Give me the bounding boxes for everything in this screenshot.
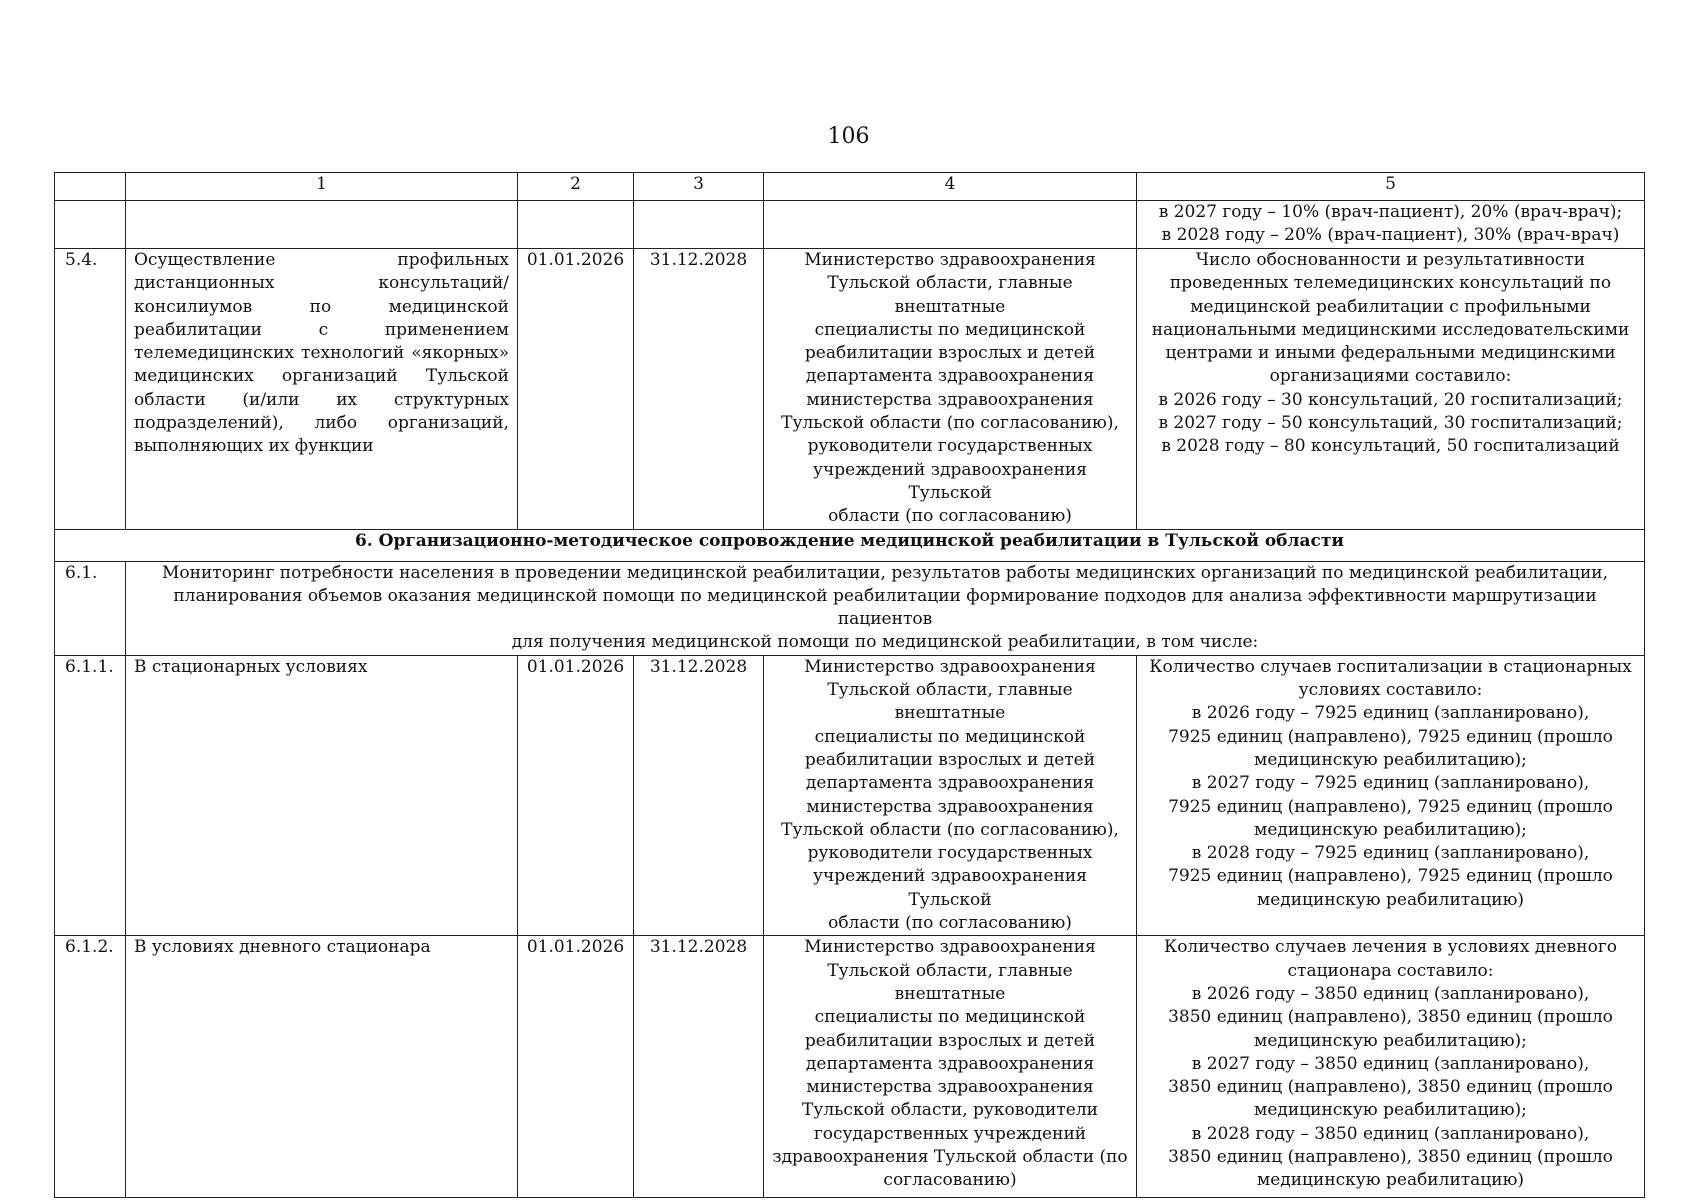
text-line: департамента здравоохранения [805, 366, 1095, 387]
text-line: области (по согласованию) [828, 913, 1072, 934]
text-line: Тульской области, главные внештатные [827, 680, 1073, 724]
text-line: министерства здравоохранения [806, 796, 1094, 817]
text-line: 7925 единиц (направлено), 7925 единиц (прошло [1168, 866, 1613, 887]
column-header-0 [55, 173, 126, 201]
text-line: медицинских организаций Тульской [134, 366, 509, 387]
column-header-4: 4 [764, 173, 1137, 201]
text-line: Тульской области (по согласованию), [781, 819, 1119, 840]
text-line: условиях составило: [1298, 680, 1483, 701]
text-line: учреждений здравоохранения Тульской [813, 866, 1087, 910]
result-cell [1137, 249, 1645, 530]
text-line: департамента здравоохранения [805, 1053, 1095, 1074]
section-title: 6. Организационно-методическое сопровождение медицинской реабилитации в Тульской области [55, 529, 1645, 561]
text-line: Тульской области, главные внештатные [827, 960, 1073, 1004]
table-row-5-4 [55, 249, 1645, 530]
text-line: в 2028 году – 80 консультаций, 50 госпитализаций [1161, 436, 1620, 457]
text-line: для получения медицинской помощи по медицинской реабилитации, в том числе: [511, 632, 1259, 653]
text-line: реабилитации с применением [134, 319, 509, 340]
text-line: специалисты по медицинской [814, 726, 1086, 747]
text-line: стационара составило: [1287, 960, 1494, 981]
text-line: медицинскую реабилитацию); [1254, 1100, 1527, 1121]
table-row-6-1 [55, 561, 1645, 655]
text-line: Осуществление профильных [134, 250, 509, 270]
text-line: руководители государственных [807, 436, 1093, 457]
responsible-cell [764, 936, 1137, 1198]
end-date: 31.12.2028 [634, 655, 764, 936]
row-number: 5.4. [55, 249, 126, 530]
text-line: Число обоснованности и результативности [1195, 250, 1586, 270]
text-line: руководители государственных [807, 843, 1093, 864]
text-line: 3850 единиц (направлено), 3850 единиц (прошло [1168, 1146, 1613, 1167]
text-line: в 2027 году – 10% (врач-пациент), 20% (врач-врач); [1158, 202, 1623, 222]
text-line: в 2027 году – 7925 единиц (запланировано), [1191, 773, 1590, 794]
text-line: Тульской области (по согласованию), [781, 413, 1119, 434]
text-line: департамента здравоохранения [805, 773, 1095, 794]
row-number: 6.1.1. [55, 655, 126, 936]
text-line: специалисты по медицинской [814, 1007, 1086, 1028]
row-number: 6.1. [55, 561, 126, 655]
text-line: Количество случаев лечения в условиях дневного [1164, 937, 1617, 958]
text-line: консилиумов по медицинской [134, 296, 509, 317]
text-line: Количество случаев госпитализации в стационарных [1149, 656, 1632, 677]
text-line: в 2026 году – 3850 единиц (запланировано), [1191, 983, 1590, 1004]
text-line: министерства здравоохранения [806, 1077, 1094, 1098]
start-date: 01.01.2026 [518, 655, 634, 936]
text-line: медицинскую реабилитацию); [1254, 819, 1527, 840]
result-cell [1137, 936, 1645, 1198]
text-line: дистанционных консультаций/ [134, 273, 509, 294]
column-header-row [55, 173, 1645, 201]
text-line: Тульской области, руководители [802, 1100, 1098, 1121]
text-line: Тульской области, главные внештатные [827, 273, 1073, 317]
text-line: медицинскую реабилитацию) [1256, 889, 1525, 910]
text-line: центрами и иными федеральными медицинскими [1165, 343, 1616, 364]
text-line: в 2027 году – 3850 единиц (запланировано), [1191, 1053, 1590, 1074]
column-header-2: 2 [518, 173, 634, 201]
text-line: реабилитации взрослых и детей [804, 1030, 1096, 1051]
text-line: министерства здравоохранения [806, 389, 1094, 410]
table-row-6-1-1 [55, 655, 1645, 936]
column-header-5: 5 [1137, 173, 1645, 201]
row-number: 6.1.2. [55, 936, 126, 1198]
text-line: в 2028 году – 7925 единиц (запланировано), [1191, 843, 1590, 864]
text-line: Министерство здравоохранения [804, 937, 1096, 958]
activity-name-cell: В стационарных условиях [126, 655, 518, 936]
text-line: реабилитации взрослых и детей [804, 343, 1096, 364]
text-line: специалисты по медицинской [814, 319, 1086, 340]
text-line: выполняющих их функции [134, 436, 374, 457]
page-number: 106 [827, 124, 870, 149]
text-line: учреждений здравоохранения Тульской [813, 459, 1087, 503]
text-line: национальными медицинскими исследовательскими [1151, 319, 1630, 340]
text-line: медицинскую реабилитацию); [1254, 1030, 1527, 1051]
text-line: в 2026 году – 7925 единиц (запланировано), [1191, 703, 1590, 724]
responsible-cell [764, 249, 1137, 530]
end-date: 31.12.2028 [634, 936, 764, 1198]
text-line: области (и/или их структурных [134, 389, 509, 410]
text-line: медицинскую реабилитацию) [1256, 1170, 1525, 1191]
text-line: 7925 единиц (направлено), 7925 единиц (прошло [1168, 796, 1613, 817]
activity-name-cell [126, 249, 518, 530]
text-line: Мониторинг потребности населения в проведении медицинской реабилитации, результатов работы медицинских организаций по медицинской реабилитации, [161, 562, 1609, 583]
column-header-3: 3 [634, 173, 764, 201]
activity-name-cell: В условиях дневного стационара [126, 936, 518, 1198]
text-line: 3850 единиц (направлено), 3850 единиц (прошло [1168, 1007, 1613, 1028]
start-date: 01.01.2026 [518, 249, 634, 530]
text-line: в 2027 году – 50 консультаций, 30 госпитализаций; [1158, 413, 1623, 434]
text-line: подразделений), либо организаций, [134, 413, 509, 434]
text-line: согласованию) [883, 1170, 1017, 1191]
column-header-1: 1 [126, 173, 518, 201]
text-line: 3850 единиц (направлено), 3850 единиц (прошло [1168, 1077, 1613, 1098]
text-line: государственных учреждений [813, 1123, 1087, 1144]
text-line: организациями составило: [1269, 366, 1512, 387]
text-line: в 2026 году – 30 консультаций, 20 госпитализаций; [1158, 389, 1623, 410]
text-line: 7925 единиц (направлено), 7925 единиц (прошло [1168, 726, 1613, 747]
responsible-cell [764, 655, 1137, 936]
activities-table [54, 172, 1645, 1198]
text-line: здравоохранения Тульской области (по [772, 1146, 1128, 1167]
continuation-result-cell [1137, 201, 1645, 249]
monitoring-description-cell [126, 561, 1645, 655]
text-line: Министерство здравоохранения [804, 250, 1096, 270]
text-line: проведенных телемедицинских консультаций по [1169, 273, 1612, 294]
text-line: телемедицинских технологий «якорных» [134, 343, 509, 364]
text-line: области (по согласованию) [828, 506, 1072, 527]
text-line: в 2028 году – 3850 единиц (запланировано), [1191, 1123, 1590, 1144]
table-row-6-1-2 [55, 936, 1645, 1198]
text-line: в 2028 году – 20% (врач-пациент), 30% (врач-врач) [1161, 225, 1620, 246]
section-heading-row [55, 529, 1645, 561]
result-cell [1137, 655, 1645, 936]
text-line: медицинской реабилитации с профильными [1190, 296, 1591, 317]
start-date: 01.01.2026 [518, 936, 634, 1198]
end-date: 31.12.2028 [634, 249, 764, 530]
continuation-row [55, 201, 1645, 249]
text-line: планирования объемов оказания медицинской помощи по медицинской реабилитации формирование подходов для анализа эффективности маршрутизации пациентов [173, 585, 1597, 630]
text-line: реабилитации взрослых и детей [804, 749, 1096, 770]
text-line: медицинскую реабилитацию); [1254, 749, 1527, 770]
text-line: Министерство здравоохранения [804, 656, 1096, 677]
